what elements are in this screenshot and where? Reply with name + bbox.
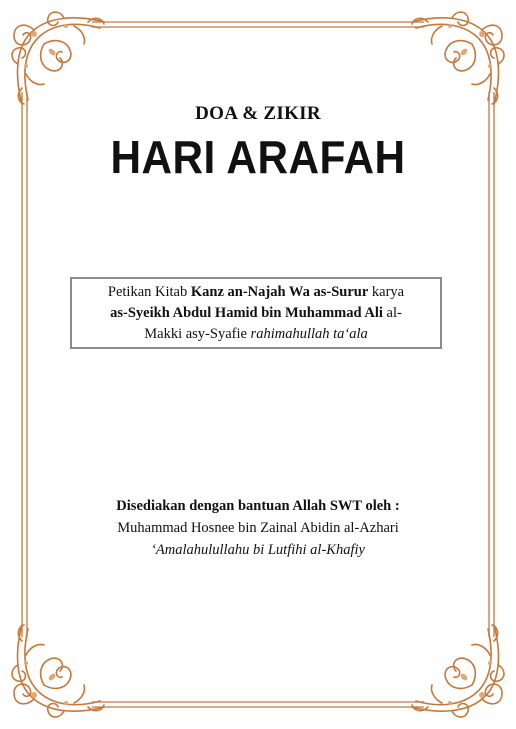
corner-ornament-top-left xyxy=(4,4,114,114)
prepared-author: Muhammad Hosnee bin Zainal Abidin al-Azhari xyxy=(117,520,399,536)
excerpt-line-1 xyxy=(72,282,440,303)
author-name: as-Syeikh Abdul Hamid bin Muhammad Ali xyxy=(110,305,383,321)
excerpt-line-2 xyxy=(72,303,440,324)
cover-title: HARI ARAFAH xyxy=(110,131,406,183)
prepared-prayer: ‘Amalahulullahu bi Lutfihi al-Khafiy xyxy=(151,542,365,558)
book-title: Kanz an-Najah Wa as-Surur xyxy=(190,284,369,300)
honorific: rahimahullah ta‘ala xyxy=(250,326,368,342)
prepared-heading: Disediakan dengan bantuan Allah SWT oleh : xyxy=(116,498,400,514)
excerpt-text: Makki asy-Syafie xyxy=(144,326,251,342)
excerpt-box xyxy=(70,277,442,349)
cover-subtitle: DOA & ZIKIR xyxy=(195,103,321,124)
corner-ornament-top-right xyxy=(402,4,512,114)
corner-ornament-bottom-right xyxy=(402,615,512,725)
excerpt-text: Petikan Kitab xyxy=(107,284,191,300)
prepared-by-block xyxy=(0,495,516,561)
excerpt-text: karya xyxy=(368,284,405,300)
corner-ornament-bottom-left xyxy=(4,615,114,725)
excerpt-text: al- xyxy=(382,305,402,321)
excerpt-line-3 xyxy=(72,324,440,345)
